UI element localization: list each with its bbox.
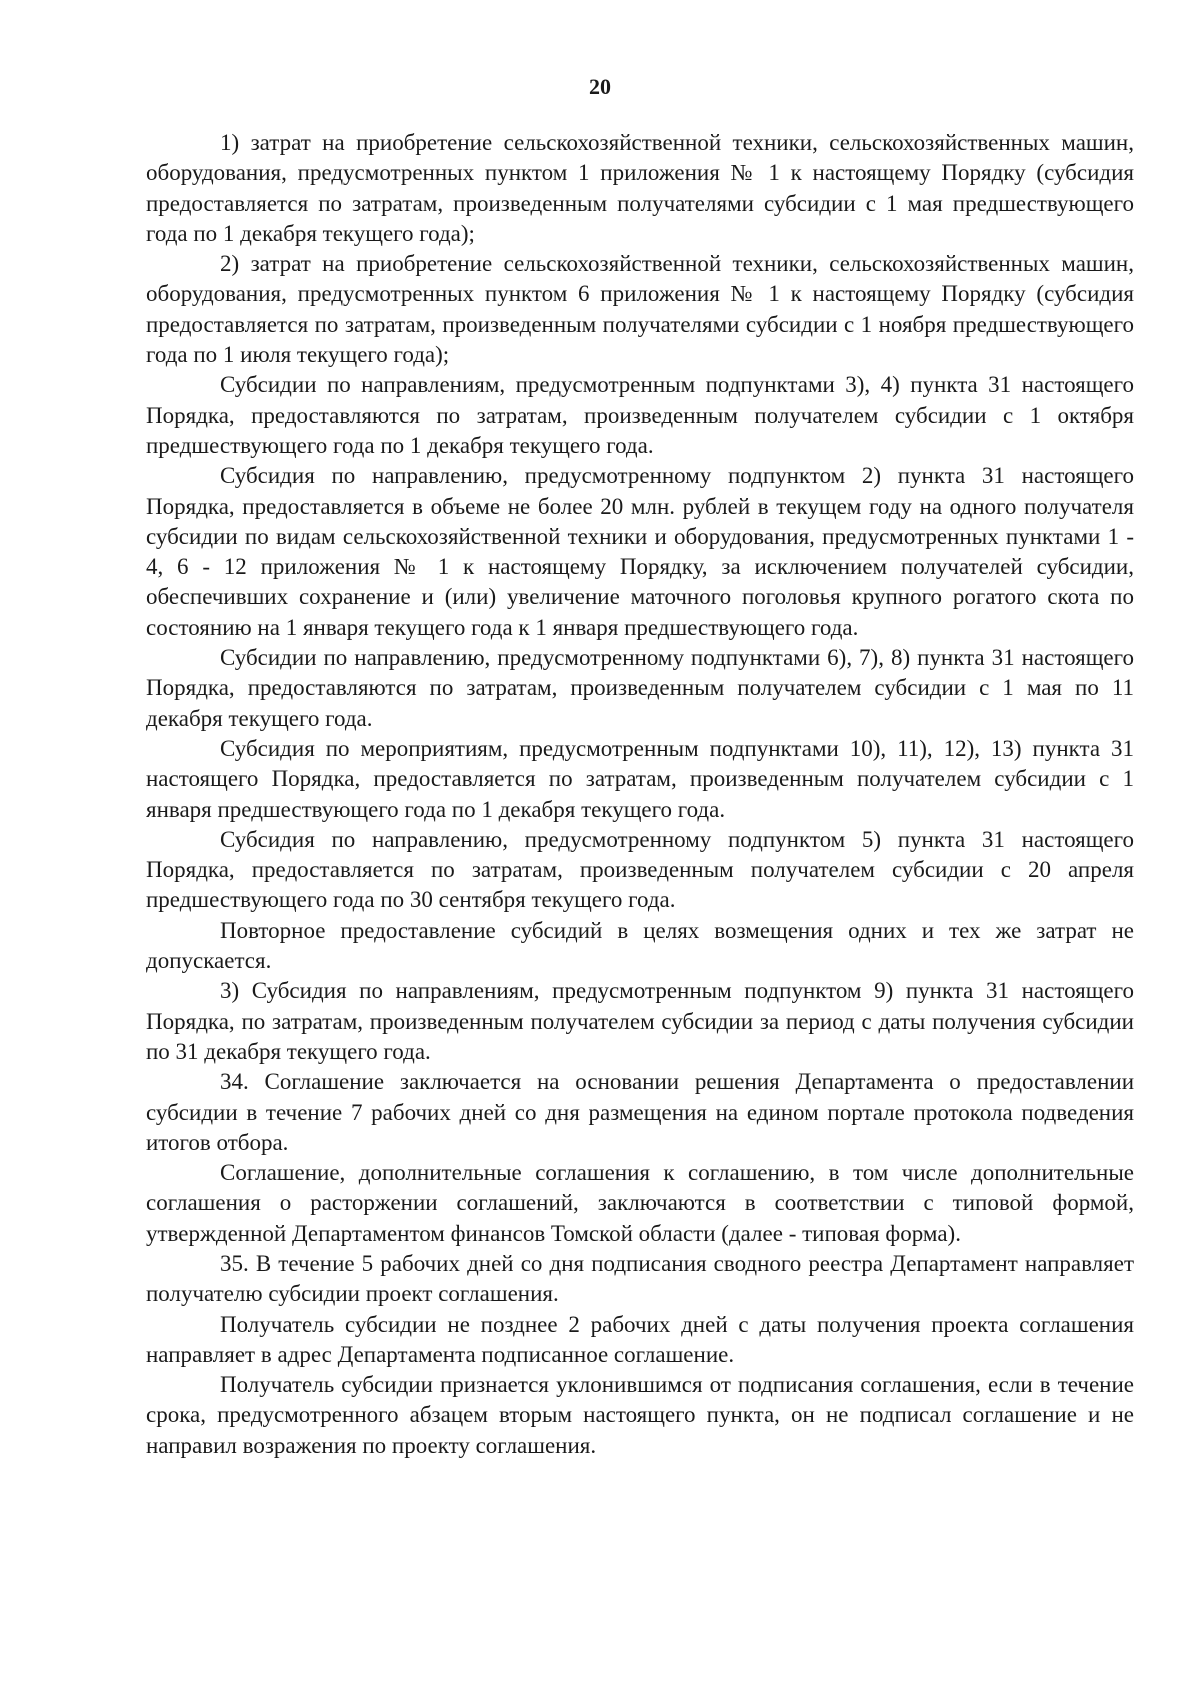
paragraph-recipient-evaded: Получатель субсидии признается уклонившимся от подписания соглашения, если в течение срока, предусмотренного абзацем вторым настоящего пункта, он не подписал соглашение и не направил возражения по проекту соглашения. (146, 1372, 1134, 1458)
paragraph-subsidies-3-4: Субсидии по направлениям, предусмотренным подпунктами 3), 4) пункта 31 настоящего Порядка, предоставляются по затратам, произведенным получателем субсидии с 1 октября предшествующего года по 1 декабря текущего года. (146, 372, 1134, 458)
paragraph-clause-34: 34. Соглашение заключается на основании решения Департамента о предоставлении субсидии в течение 7 рабочих дней со дня размещения на едином портале протокола подведения итогов отбора. (146, 1069, 1134, 1155)
paragraph-recipient-signs: Получатель субсидии не позднее 2 рабочих дней с даты получения проекта соглашения направляет в адрес Департамента подписанное соглашение. (146, 1311, 1134, 1367)
paragraph-subsidy-2: Субсидия по направлению, предусмотренному подпунктом 2) пункта 31 настоящего Порядка, предоставляется в объеме не более 20 млн. рублей в текущем году на одного получателя субсидии по видам сельскохозяйственной техники и оборудования, предусмотренных пунктами 1 - 4, 6 - 12 приложения № 1 к настоящему Порядку, за исключением получателей субсидии, обеспечивших сохранение и (или) увеличение маточного поголовья крупного рогатого скота по состоянию на 1 января текущего года к 1 января предшествующего года. (146, 463, 1134, 640)
paragraph-subsidy-10-13: Субсидия по мероприятиям, предусмотренным подпунктами 10), 11), 12), 13) пункта 31 настоящего Порядка, предоставляется по затратам, произведенным получателем субсидии с 1 января предшествующего года по 1 декабря текущего года. (146, 735, 1134, 822)
paragraph-item-2: 2) затрат на приобретение сельскохозяйственной техники, сельскохозяйственных машин, оборудования, предусмотренных пунктом 6 приложения № 1 к настоящему Порядку (субсидия предоставляется по затратам, произведенным получателями субсидии с 1 ноября предшествующего года по 1 июля текущего года); (146, 251, 1134, 368)
paragraph-subsidy-5: Субсидия по направлению, предусмотренному подпунктом 5) пункта 31 настоящего Порядка, предоставляется по затратам, произведенным получателем субсидии с 20 апреля предшествующего года по 30 сентября текущего года. (146, 826, 1134, 913)
paragraph-repeat-not-allowed: Повторное предоставление субсидий в целях возмещения одних и тех же затрат не допускается. (146, 917, 1134, 974)
paragraph-item-3: 3) Субсидия по направлениям, предусмотренным подпунктом 9) пункта 31 настоящего Порядка, по затратам, произведенным получателем субсидии за период с даты получения субсидии по 31 декабря текущего года. (146, 978, 1134, 1064)
paragraph-clause-35: 35. В течение 5 рабочих дней со дня подписания сводного реестра Департамент направляет получателю субсидии проект соглашения. (146, 1250, 1134, 1307)
page-number: 20 (589, 74, 611, 99)
document-body (146, 128, 1134, 1461)
paragraph-subsidies-6-7-8: Субсидии по направлению, предусмотренному подпунктами 6), 7), 8) пункта 31 настоящего Порядка, предоставляются по затратам, произведенным получателем субсидии с 1 мая по 11 декабря текущего года. (146, 645, 1134, 731)
paragraph-agreement-form: Соглашение, дополнительные соглашения к соглашению, в том числе дополнительные соглашения о расторжении соглашений, заключаются в соответствии с типовой формой, утвержденной Департаментом финансов Томской области (далее - типовая форма). (146, 1160, 1134, 1246)
paragraph-item-1: 1) затрат на приобретение сельскохозяйственной техники, сельскохозяйственных машин, оборудования, предусмотренных пунктом 1 приложения № 1 к настоящему Порядку (субсидия предоставляется по затратам, произведенным получателями субсидии с 1 мая предшествующего года по 1 декабря текущего года); (146, 130, 1134, 246)
